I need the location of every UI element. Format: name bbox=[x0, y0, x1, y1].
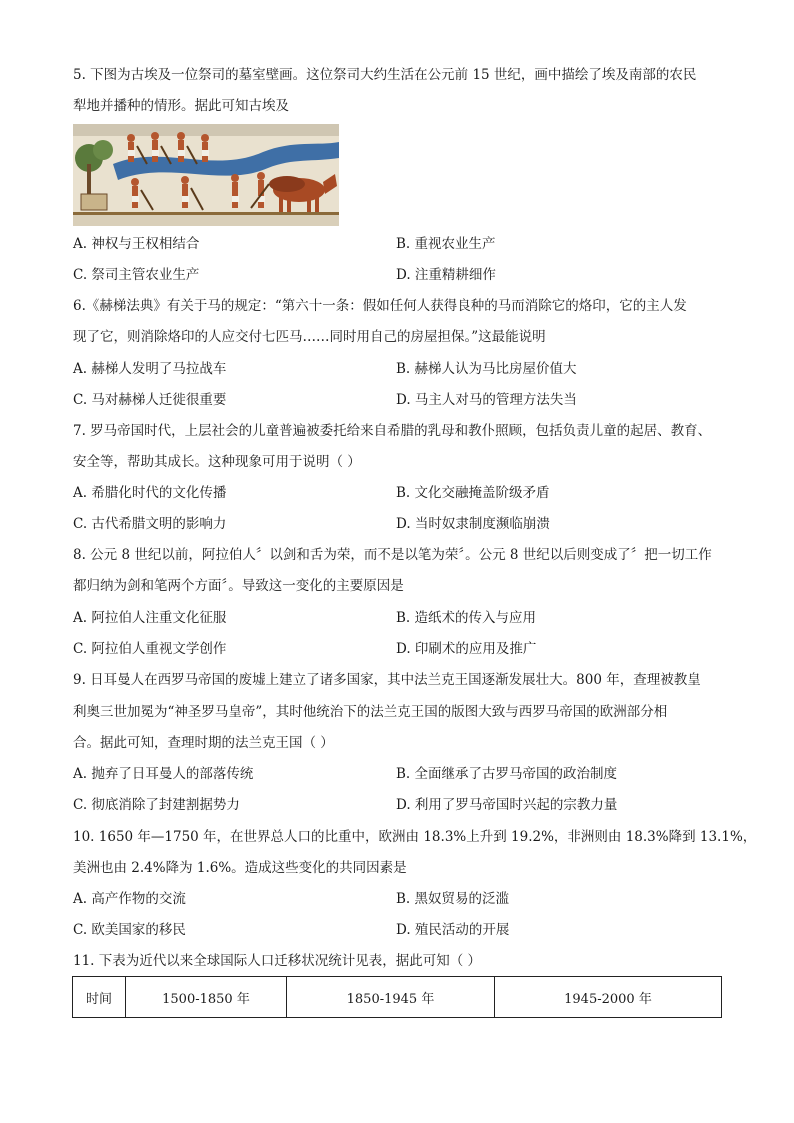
q5-option-a: A. 神权与王权相结合 bbox=[73, 236, 200, 252]
q10-option-c: C. 欧美国家的移民 bbox=[73, 922, 186, 938]
q7-option-c: C. 古代希腊文明的影响力 bbox=[73, 516, 227, 532]
q9-stem-line-1: 9. 日耳曼人在西罗马帝国的废墟上建立了诸多国家，其中法兰克王国逐渐发展壮大。800 年，查理被教皇 bbox=[73, 672, 701, 688]
q9-option-a: A. 抛弃了日耳曼人的部落传统 bbox=[73, 766, 254, 782]
q5-stem-line-1: 5. 下图为古埃及一位祭司的墓室壁画。这位祭司大约生活在公元前 15 世纪，画中描绘了埃及南部的农民 bbox=[73, 67, 697, 83]
q9-stem-line-3: 合。据此可知，查理时期的法兰克王国（ ） bbox=[73, 735, 334, 751]
q6-option-c: C. 马对赫梯人迁徙很重要 bbox=[73, 392, 227, 408]
q7-stem-line-2: 安全等，帮助其成长。这种现象可用于说明（ ） bbox=[73, 454, 361, 470]
q8-option-d: D. 印刷术的应用及推广 bbox=[396, 641, 537, 657]
q5-option-d: D. 注重精耕细作 bbox=[396, 267, 496, 283]
q6-option-b: B. 赫梯人认为马比房屋价值大 bbox=[396, 361, 577, 377]
q5-option-b: B. 重视农业生产 bbox=[396, 236, 496, 252]
q7-option-b: B. 文化交融掩盖阶级矛盾 bbox=[396, 485, 550, 501]
q9-option-b: B. 全面继承了古罗马帝国的政治制度 bbox=[396, 766, 618, 782]
q7-stem-line-1: 7. 罗马帝国时代，上层社会的儿童普遍被委托给来自希腊的乳母和教仆照顾，包括负责儿童的起居、教育、 bbox=[73, 423, 712, 439]
egyptian-tomb-mural-image bbox=[73, 124, 339, 226]
q9-stem-line-2: 利奥三世加冕为“神圣罗马皇帝”，其时他统治下的法兰克王国的版图大致与西罗马帝国的欧洲部分相 bbox=[73, 704, 668, 720]
table-header-cell: 1945-2000 年 bbox=[495, 977, 722, 1018]
q10-option-a: A. 高产作物的交流 bbox=[73, 891, 186, 907]
table-header-cell: 时间 bbox=[73, 977, 126, 1018]
q8-stem-line-2: 都归纳为剑和笔两个方面〞。导致这一变化的主要原因是 bbox=[73, 578, 404, 594]
q11-stem-line-1: 11. 下表为近代以来全球国际人口迁移状况统计见表，据此可知（ ） bbox=[73, 953, 482, 969]
q5-stem-line-2: 犁地并播种的情形。据此可知古埃及 bbox=[73, 98, 289, 114]
q8-option-a: A. 阿拉伯人注重文化征服 bbox=[73, 610, 227, 626]
table-header-cell: 1850-1945 年 bbox=[287, 977, 495, 1018]
q6-stem-line-1: 6.《赫梯法典》有关于马的规定：“第六十一条：假如任何人获得良种的马而消除它的烙印，它的主人发 bbox=[73, 298, 687, 314]
q9-option-c: C. 彻底消除了封建割据势力 bbox=[73, 797, 240, 813]
migration-table bbox=[72, 976, 722, 1018]
q6-stem-line-2: 现了它，则消除烙印的人应交付七匹马……同时用自己的房屋担保。”这最能说明 bbox=[73, 329, 546, 345]
q8-option-c: C. 阿拉伯人重视文学创作 bbox=[73, 641, 227, 657]
q10-option-d: D. 殖民活动的开展 bbox=[396, 922, 510, 938]
q10-option-b: B. 黑奴贸易的泛滥 bbox=[396, 891, 510, 907]
q8-option-b: B. 造纸术的传入与应用 bbox=[396, 610, 537, 626]
q6-option-d: D. 马主人对马的管理方法失当 bbox=[396, 392, 577, 408]
q6-option-a: A. 赫梯人发明了马拉战车 bbox=[73, 361, 227, 377]
q10-stem-line-2: 美洲也由 2.4%降为 1.6%。造成这些变化的共同因素是 bbox=[73, 860, 407, 876]
q8-stem-line-1: 8. 公元 8 世纪以前，阿拉伯人〞以剑和舌为荣，而不是以笔为荣〞。公元 8 世纪以后则变成了〞把一切工作 bbox=[73, 547, 712, 563]
q10-stem-line-1: 10. 1650 年—1750 年，在世界总人口的比重中，欧洲由 18.3%上升到 19.2%，非洲则由 18.3%降到 13.1%， bbox=[73, 829, 757, 845]
q5-option-c: C. 祭司主管农业生产 bbox=[73, 267, 200, 283]
q7-option-a: A. 希腊化时代的文化传播 bbox=[73, 485, 227, 501]
table-row bbox=[73, 977, 722, 1018]
q9-option-d: D. 利用了罗马帝国时兴起的宗教力量 bbox=[396, 797, 618, 813]
q7-option-d: D. 当时奴隶制度濒临崩溃 bbox=[396, 516, 550, 532]
table-header-cell: 1500-1850 年 bbox=[126, 977, 287, 1018]
